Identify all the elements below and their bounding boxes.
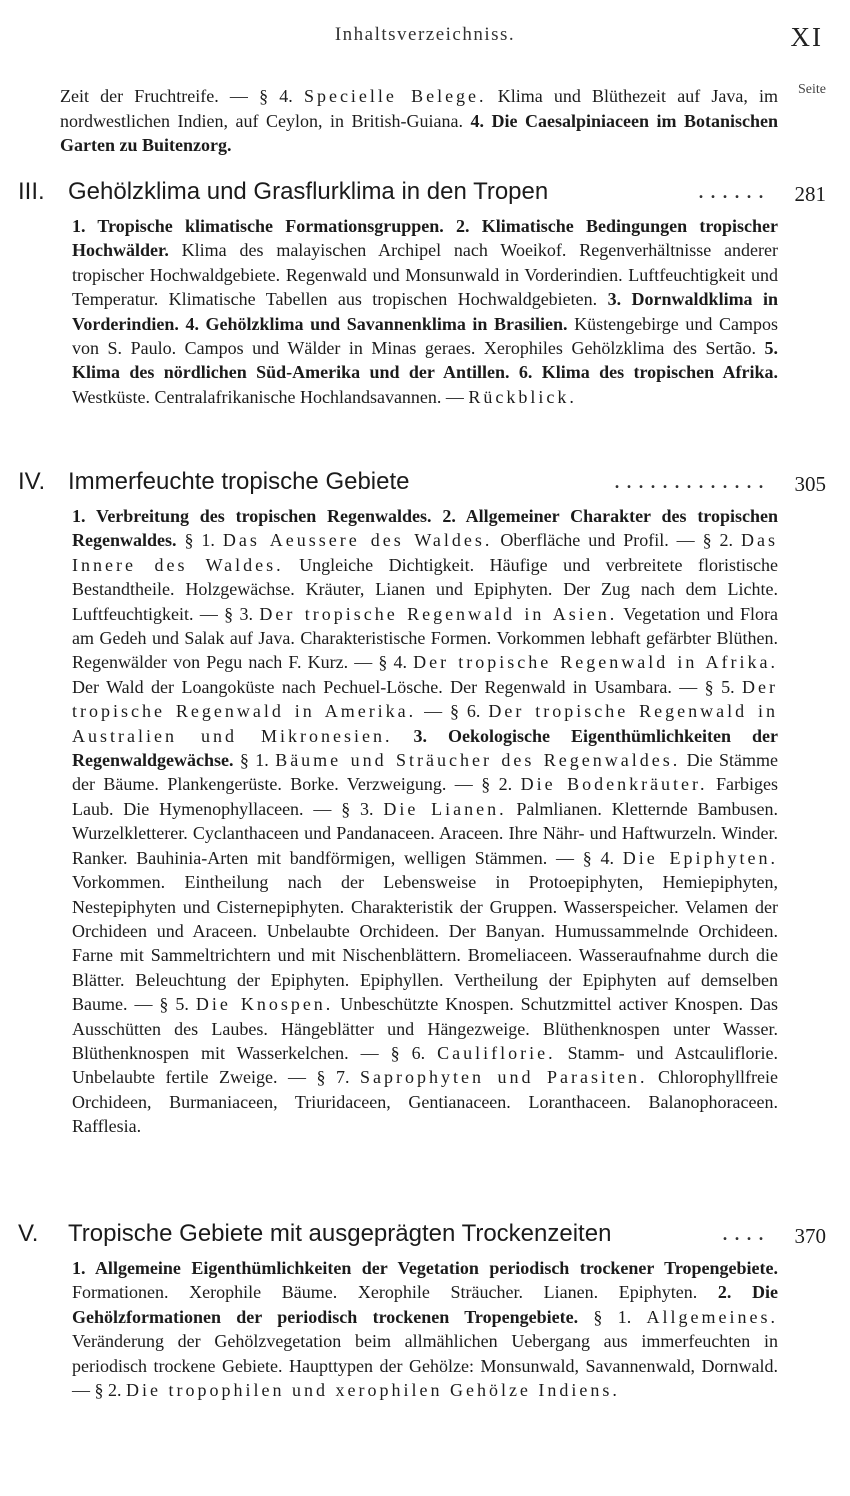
text-run: Der Wald der Loangoküste nach Pechuel-Lösche. Der Regenwald in Usambara. — § 5. xyxy=(72,676,743,697)
intro-paragraph xyxy=(60,84,778,158)
spaced-subheading-run: Die Lianen. xyxy=(383,798,507,819)
bold-heading-run: 1. Allgemeine Eigenthümlichkeiten der Vegetation periodisch trockener Tropengebiete. xyxy=(72,1258,778,1278)
section-body xyxy=(72,214,778,409)
spaced-subheading-run: Saprophyten und Parasiten. xyxy=(360,1067,648,1088)
text-run: Westküste. Centralafrikanische Hochlandsavannen. — xyxy=(72,386,469,407)
text-run: Palmlianen. Kletternde Bambusen. Wurzelkletterer. Cyclanthaceen und Pandanaceen. Araceen. Ihre Nähr- und Haftwurzeln. Winder. Ranker. Bauhinia-Arten mit bandförmigen, welligen Stämmen. — § 4. xyxy=(72,798,778,868)
section-heading xyxy=(18,468,826,504)
text-run: Zeit der Fruchtreife. — § 4. xyxy=(60,86,304,106)
text-run: Klima des malayischen Archipel nach Woeikof. Regenverhältnisse anderer tropischer Hochwaldgebiete. Regenwald und Monsunwald in Vorderindien. Luftfeuchtigkeit und Temperatur. Klimatische Tabellen aus tropischen Hochwaldgebieten. xyxy=(72,240,778,310)
section-body xyxy=(72,1256,778,1402)
seite-label: Seite xyxy=(798,82,826,97)
section-title: Gehölzklima und Grasflurklima in den Tropen xyxy=(68,178,549,205)
section-v xyxy=(18,1220,826,1402)
bold-heading-run: 3. Dornwaldklima in Vorderindien. 4. Gehölzklima und Savannenklima in Brasilien. xyxy=(72,289,779,334)
text-run: Ungleiche Dichtigkeit. Häufige und verbreitete floristische Bestandtheile. Holzgewächse. Kräuter, Lianen und Epiphyten. Der Zug nach dem Lichte. Luftfeuchtigkeit. — § 3. xyxy=(72,554,779,624)
bold-heading-run: 1. Verbreitung des tropischen Regenwaldes. 2. Allgemeiner Charakter des tropischen Regenwaldes. xyxy=(72,506,778,551)
section-title: Immerfeuchte tropische Gebiete xyxy=(68,468,410,495)
section-iv xyxy=(18,468,826,1139)
section-title: Tropische Gebiete mit ausgeprägten Trockenzeiten xyxy=(68,1220,612,1247)
spaced-subheading-run: Rückblick. xyxy=(468,386,577,407)
spaced-subheading-run: Die Epiphyten. xyxy=(622,847,778,868)
section-iii xyxy=(18,178,826,409)
section-page-number: 370 xyxy=(794,1224,826,1248)
text-run: § 1. xyxy=(176,530,223,551)
section-number: III. xyxy=(18,178,45,205)
text-run: § 1. xyxy=(233,750,276,771)
text-run: Die Stämme der Bäume. Plankengerüste. Borke. Verzweigung. — § 2. xyxy=(72,750,779,795)
spaced-subheading-run: Die Bodenkräuter. xyxy=(520,774,708,795)
spaced-subheading-run: Allgemeines. xyxy=(646,1306,779,1327)
section-heading xyxy=(18,178,826,214)
text-run: Veränderung der Gehölzvegetation beim allmählichen Uebergang aus immerfeuchten in periodisch trockene Gebiete. Haupttypen der Gehölze: Monsunwald, Savannenwald, Dornwald. — § 2. xyxy=(72,1331,778,1401)
section-page-number: 305 xyxy=(794,472,826,496)
text-run: Klima und Blüthezeit auf Java, im nordwestlichen Indien, auf Ceylon, in British-Guiana. xyxy=(60,86,779,131)
leader-dots: ...... xyxy=(698,178,770,204)
text-run: Vegetation und Flora am Gedeh und Salak auf Java. Charakteristische Formen. Vorkommen lebhaft gefärbter Blüthen. Regenwälder von Pegu nach F. Kurz. — § 4. xyxy=(72,603,778,673)
spaced-subheading-run: Die tropophilen und xerophilen Gehölze Indiens. xyxy=(126,1380,620,1401)
text-run: Stamm- und Astcauliflorie. Unbelaubte fertile Zweige. — § 7. xyxy=(72,1042,779,1088)
bold-heading-run: 4. Die Caesalpiniaceen im Botanischen Garten zu Buitenzorg. xyxy=(60,110,778,155)
text-run: Farbiges Laub. Die Hymenophyllaceen. — § 3. xyxy=(72,774,778,819)
bold-heading-run: 2. Die Gehölzformationen der periodisch trockenen Tropengebiete. xyxy=(72,1282,778,1327)
spaced-subheading-run: Specielle Belege. xyxy=(303,86,487,106)
section-number: IV. xyxy=(18,468,46,495)
bold-heading-run: 1. Tropische klimatische Formationsgruppen. 2. Klimatische Bedingungen tropischer Hochwälder. xyxy=(72,216,778,261)
text-run: Oberfläche und Profil. — § 2. xyxy=(492,530,742,551)
spaced-subheading-run: Der tropische Regenwald in Afrika. xyxy=(413,652,779,673)
text-run: Unbeschützte Knospen. Schutzmittel activer Knospen. Das Ausschütten des Laubes. Hängeblätter und Hängezweige. Blüthenknospen unter Wasser. Blüthenknospen mit Wasserkelchen. — § 6. xyxy=(72,994,778,1063)
text-run: Formationen. Xerophile Bäume. Xerophile Sträucher. Lianen. Epiphyten. xyxy=(72,1282,718,1303)
spaced-subheading-run: Die Knospen. xyxy=(195,994,334,1015)
bold-heading-run: 5. Klima des nördlichen Süd-Amerika und der Antillen. 6. Klima des tropischen Afrika. xyxy=(72,338,778,383)
spaced-subheading-run: Das Aeussere des Waldes. xyxy=(222,530,493,551)
running-title: Inhaltsverzeichniss. xyxy=(334,24,516,45)
text-run: Chlorophyllfreie Orchideen, Burmaniaceen, Triuridaceen, Gentianaceen. Loranthaceen. Balanophoraceen. Rafflesia. xyxy=(72,1067,778,1137)
page-number-roman: XI xyxy=(790,22,823,52)
spaced-subheading-run: Der tropische Regenwald in Amerika. xyxy=(72,676,778,722)
spaced-subheading-run: Das Innere des Waldes. xyxy=(72,530,779,575)
leader-dots: ............. xyxy=(614,468,770,494)
text-run: Küstengebirge und Campos von S. Paulo. Campos und Wälder in Minas geraes. Xerophiles Gehölzklima des Sertão. xyxy=(72,313,778,359)
text-run xyxy=(392,726,413,746)
spaced-subheading-run: Der tropische Regenwald in Australien und Mikronesien. xyxy=(72,701,779,746)
leader-dots: .... xyxy=(722,1220,770,1246)
section-body xyxy=(72,504,778,1139)
text-run: § 1. xyxy=(578,1306,647,1327)
spaced-subheading-run: Cauliflorie. xyxy=(437,1042,556,1063)
section-heading xyxy=(18,1220,826,1256)
text-run: — § 6. xyxy=(416,701,489,722)
spaced-subheading-run: Der tropische Regenwald in Asien. xyxy=(259,603,618,624)
bold-heading-run: 3. Oekologische Eigenthümlichkeiten der Regenwaldgewächse. xyxy=(72,725,779,771)
spaced-subheading-run: Bäume und Sträucher des Regenwaldes. xyxy=(275,750,681,771)
text-run: Vorkommen. Eintheilung nach der Lebensweise in Protoepiphyten, Hemiepiphyten, Nestepiphyten und Cisternepiphyten. Charakteristik der Gruppen. Wasserspeicher. Velamen der Orchideen und Araceen. Unbelaubte Orchideen. Der Banyan. Humussammelnde Orchideen. Farne mit Sammeltrichtern und mit Nischenblättern. Bromeliaceen. Wasseraufnahme durch die Blätter. Beleuchtung der Epiphyten. Epiphyllen. Vertheilung der Epiphyten auf demselben Baume. — § 5. xyxy=(72,872,778,1015)
section-page-number: 281 xyxy=(794,182,826,206)
section-number: V. xyxy=(18,1220,39,1247)
